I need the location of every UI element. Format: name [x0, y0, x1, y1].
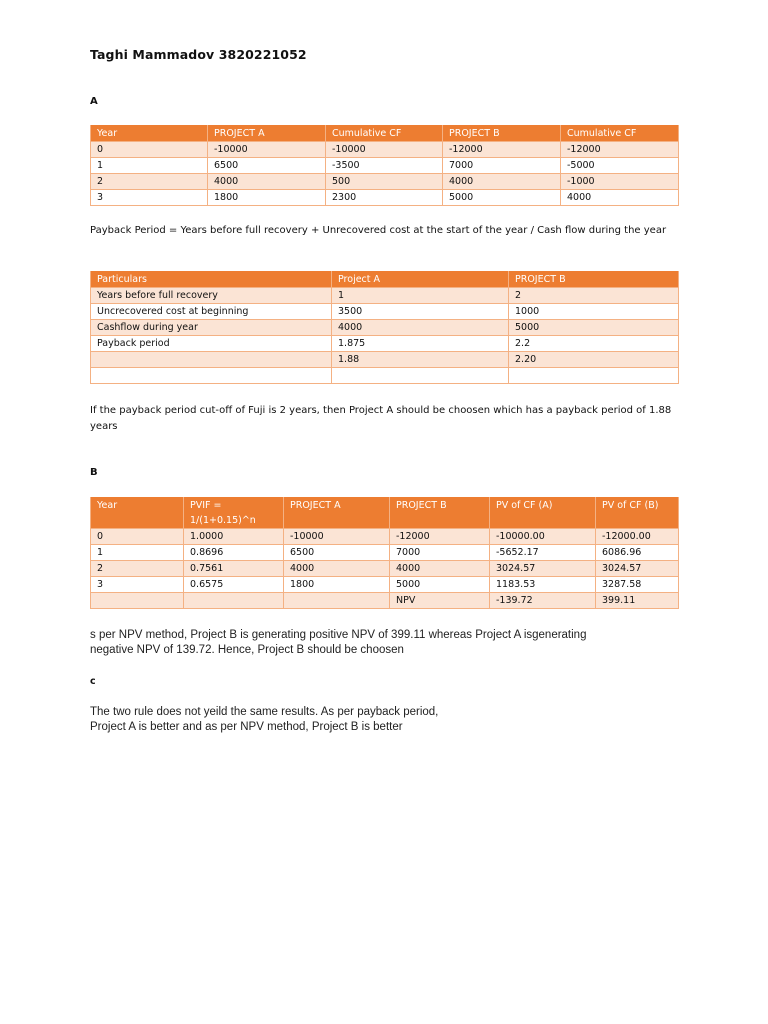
- table-cell: 4000: [332, 320, 509, 336]
- table-row: [91, 545, 679, 561]
- column-header: Particulars: [91, 271, 332, 288]
- column-header: Year: [91, 497, 184, 529]
- table-row: [91, 174, 679, 190]
- column-header: PROJECT A: [284, 497, 390, 529]
- table-cell: 2300: [326, 190, 443, 206]
- section-c-heading: c: [90, 676, 96, 687]
- table-cell: -5000: [561, 158, 679, 174]
- column-header: PROJECT B: [390, 497, 490, 529]
- column-header: PROJECT B: [509, 271, 679, 288]
- table-cell: 6086.96: [596, 545, 679, 561]
- section-a-heading: A: [90, 96, 98, 107]
- table-cell: 7000: [443, 158, 561, 174]
- table-cell: 1000: [509, 304, 679, 320]
- table-cell: 1: [91, 158, 208, 174]
- table-cell: 2: [91, 174, 208, 190]
- table-cell: 0: [91, 529, 184, 545]
- table-row: [91, 320, 679, 336]
- table-cell: Years before full recovery: [91, 288, 332, 304]
- table-cell: -12000.00: [596, 529, 679, 545]
- table-cell: [184, 593, 284, 609]
- table-cell: 4000: [284, 561, 390, 577]
- table-cell: 5000: [509, 320, 679, 336]
- payback-conclusion: If the payback period cut-off of Fuji is 2 years, then Project A should be choosen which has a payback period of 1.88 years: [90, 405, 672, 432]
- table-cell: -12000: [443, 142, 561, 158]
- table-cell: -10000: [284, 529, 390, 545]
- table-cell: -139.72: [490, 593, 596, 609]
- table-cell: 6500: [284, 545, 390, 561]
- table-cell: 0.8696: [184, 545, 284, 561]
- table-cell: 2: [91, 561, 184, 577]
- table-row: [91, 352, 679, 368]
- table-cell: 5000: [390, 577, 490, 593]
- table-cell: -12000: [561, 142, 679, 158]
- column-header: Cumulative CF: [561, 125, 679, 142]
- table-cell: 4000: [443, 174, 561, 190]
- table-cell: 0: [91, 142, 208, 158]
- table-row: [91, 368, 679, 384]
- table-row: [91, 142, 679, 158]
- table-cell: -10000: [208, 142, 326, 158]
- table-row: [91, 190, 679, 206]
- table-row: [91, 593, 679, 609]
- column-header: Cumulative CF: [326, 125, 443, 142]
- table-cell: -12000: [390, 529, 490, 545]
- table-row: [91, 561, 679, 577]
- table-row: [91, 304, 679, 320]
- table-cell: 5000: [443, 190, 561, 206]
- section-b-heading: B: [90, 467, 98, 478]
- table-cell: 3024.57: [490, 561, 596, 577]
- table-cell: -1000: [561, 174, 679, 190]
- table-cell: 6500: [208, 158, 326, 174]
- table-cell: 2.20: [509, 352, 679, 368]
- table-cell: 1.88: [332, 352, 509, 368]
- cumulative-cf-table: [90, 125, 679, 206]
- column-header: Project A: [332, 271, 509, 288]
- table-header-row: [91, 271, 679, 288]
- table-cell: [91, 368, 332, 384]
- table-cell: 1: [332, 288, 509, 304]
- column-header: PVIF = 1/(1+0.15)^n: [184, 497, 284, 529]
- table-cell: [284, 593, 390, 609]
- comparison-conclusion: [90, 705, 690, 735]
- npv-conclusion-line: s per NPV method, Project B is generating positive NPV of 399.11 whereas Project A isgenerating: [90, 629, 587, 641]
- table-cell: [91, 593, 184, 609]
- table-cell: 1.875: [332, 336, 509, 352]
- table-cell: 2: [509, 288, 679, 304]
- table-cell: 3: [91, 190, 208, 206]
- table-cell: 1183.53: [490, 577, 596, 593]
- table-cell: 3: [91, 577, 184, 593]
- table-cell: 3500: [332, 304, 509, 320]
- payback-formula: Payback Period = Years before full recovery + Unrecovered cost at the start of the year / Cash flow during the year: [90, 225, 667, 236]
- npv-table: [90, 497, 679, 609]
- author-line: Taghi Mammadov 3820221052: [90, 47, 307, 62]
- table-cell: -10000: [326, 142, 443, 158]
- table-cell: -10000.00: [490, 529, 596, 545]
- table-cell: 3024.57: [596, 561, 679, 577]
- table-row: [91, 529, 679, 545]
- table-cell: 4000: [561, 190, 679, 206]
- table-cell: [509, 368, 679, 384]
- table-cell: -3500: [326, 158, 443, 174]
- npv-conclusion-line: negative NPV of 139.72. Hence, Project B should be choosen: [90, 644, 404, 656]
- npv-conclusion: [90, 628, 690, 658]
- column-header: PROJECT A: [208, 125, 326, 142]
- payback-table: [90, 271, 679, 384]
- table-cell: NPV: [390, 593, 490, 609]
- table-header-row: [91, 125, 679, 142]
- table-cell: 2.2: [509, 336, 679, 352]
- table-cell: -5652.17: [490, 545, 596, 561]
- table-row: [91, 158, 679, 174]
- table-row: [91, 577, 679, 593]
- table-cell: 0.7561: [184, 561, 284, 577]
- table-cell: Cashflow during year: [91, 320, 332, 336]
- table-row: [91, 288, 679, 304]
- table-cell: 1800: [208, 190, 326, 206]
- table-cell: Uncrecovered cost at beginning: [91, 304, 332, 320]
- comparison-line: Project A is better and as per NPV method, Project B is better: [90, 721, 403, 733]
- table-cell: 4000: [390, 561, 490, 577]
- column-header: Year: [91, 125, 208, 142]
- table-cell: 399.11: [596, 593, 679, 609]
- table-header-row: [91, 497, 679, 529]
- table-cell: 1: [91, 545, 184, 561]
- table-cell: 500: [326, 174, 443, 190]
- table-cell: 1800: [284, 577, 390, 593]
- table-cell: 7000: [390, 545, 490, 561]
- table-cell: 1.0000: [184, 529, 284, 545]
- table-cell: 3287.58: [596, 577, 679, 593]
- table-cell: [332, 368, 509, 384]
- table-cell: 0.6575: [184, 577, 284, 593]
- column-header: PROJECT B: [443, 125, 561, 142]
- column-header: PV of CF (A): [490, 497, 596, 529]
- table-cell: Payback period: [91, 336, 332, 352]
- table-cell: [91, 352, 332, 368]
- table-row: [91, 336, 679, 352]
- column-header: PV of CF (B): [596, 497, 679, 529]
- comparison-line: The two rule does not yeild the same results. As per payback period,: [90, 706, 439, 718]
- table-cell: 4000: [208, 174, 326, 190]
